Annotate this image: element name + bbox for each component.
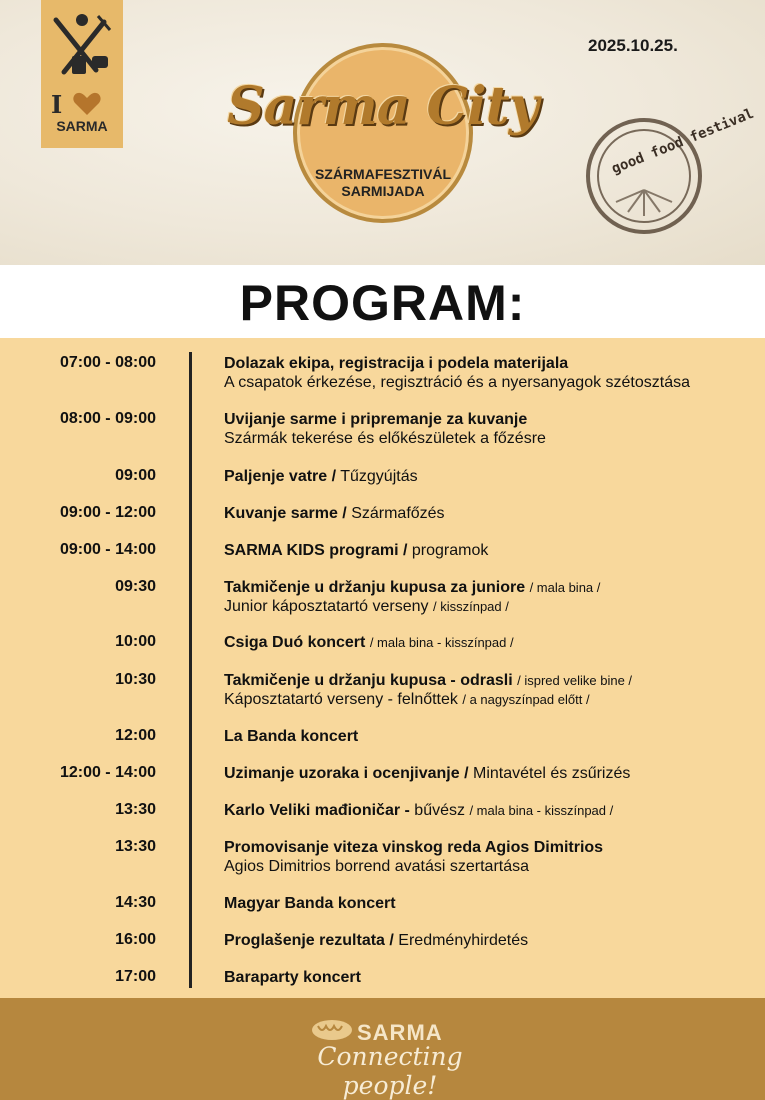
row-inline: Mintavétel és zsűrizés	[472, 765, 631, 782]
row-time: 09:00	[115, 467, 156, 484]
row-main: Proglašenje rezultata /	[224, 932, 394, 949]
row-description	[224, 467, 744, 486]
cutlery-icon	[50, 12, 114, 82]
svg-text:good food festival	[609, 106, 756, 178]
row-time: 09:30	[115, 578, 156, 595]
row-main: Uzimanje uzoraka i ocenjivanje /	[224, 765, 469, 782]
row-main: Takmičenje u držanju kupusa - odrasli	[224, 672, 513, 689]
row-main: Paljenje vatre /	[224, 468, 337, 485]
row-small: / mala bina - kisszínpad /	[369, 635, 514, 650]
row-main: SARMA KIDS programi /	[224, 542, 408, 559]
logo-title: Sarma City	[227, 76, 538, 137]
row-time: 13:30	[115, 838, 156, 855]
row-description	[224, 504, 744, 523]
row-time: 10:00	[115, 633, 156, 650]
row-time: 17:00	[115, 968, 156, 985]
row-sub: Agios Dimitrios borrend avatási szertartása	[224, 858, 530, 875]
sarma-roll-icon	[310, 1016, 354, 1042]
row-main: Baraparty koncert	[224, 969, 361, 986]
row-sub-small: / kisszínpad /	[433, 599, 509, 614]
row-time: 10:30	[115, 671, 156, 688]
row-sub: Szármák tekerése és előkészületek a főzésre	[224, 430, 546, 447]
schedule	[0, 338, 765, 998]
heart-icon	[73, 92, 101, 116]
row-time: 08:00 - 09:00	[59, 410, 156, 427]
program-title-band	[0, 265, 765, 338]
badge-sarma: SARMA	[56, 118, 108, 134]
row-sub: Káposztatartó verseny - felnőttek	[224, 691, 458, 708]
row-main: Promovisanje viteza vinskog reda Agios Dimitrios	[224, 839, 604, 856]
row-small: / mala bina /	[529, 580, 601, 595]
row-time: 12:00	[115, 727, 156, 744]
row-main: Magyar Banda koncert	[224, 895, 396, 912]
row-main: Csiga Duó koncert	[224, 634, 366, 651]
row-time: 13:30	[115, 801, 156, 818]
logo-subtitle-2: SARMIJADA	[341, 183, 425, 199]
row-description	[224, 727, 744, 746]
row-sub-small: / a nagyszínpad előtt /	[462, 692, 590, 707]
event-date: 2025.10.25.	[588, 36, 678, 55]
good-food-festival-stamp	[584, 105, 757, 236]
row-inline: Szármafőzés	[351, 505, 445, 522]
logo-subtitle-1: SZÁRMAFESZTIVÁL	[314, 166, 452, 182]
row-description	[224, 931, 744, 950]
row-sub: Junior káposztatartó verseny	[224, 598, 429, 615]
row-time: 09:00 - 12:00	[59, 504, 156, 521]
row-description	[224, 578, 744, 616]
row-description	[224, 894, 744, 913]
row-main: Karlo Veliki mađioničar -	[224, 802, 410, 819]
row-sub: A csapatok érkezése, regisztráció és a nyersanyagok szétosztása	[224, 374, 691, 391]
row-time: 09:00 - 14:00	[59, 541, 156, 558]
row-description	[224, 633, 744, 652]
row-inline: bűvész	[414, 802, 465, 819]
footer	[0, 998, 765, 1100]
row-main: Uvijanje sarme i pripremanje za kuvanje	[224, 411, 528, 428]
row-description	[224, 764, 744, 783]
row-main: La Banda koncert	[224, 728, 359, 745]
stamp-text: good food festival	[609, 105, 757, 178]
row-time: 14:30	[115, 894, 156, 911]
schedule-divider	[189, 352, 192, 988]
row-small: / ispred velike bine /	[517, 673, 633, 688]
i-love-sarma-badge	[41, 0, 123, 148]
row-description	[224, 410, 744, 448]
row-inline: Eredményhirdetés	[398, 932, 529, 949]
row-description	[224, 354, 744, 392]
row-main: Kuvanje sarme /	[224, 505, 347, 522]
badge-i: I	[51, 90, 63, 119]
program-title: PROGRAM:	[239, 275, 526, 331]
row-small: / mala bina - kisszínpad /	[469, 803, 614, 818]
row-main: Takmičenje u držanju kupusa za juniore	[224, 579, 526, 596]
row-inline: programok	[411, 542, 489, 559]
row-description	[224, 801, 744, 820]
row-description	[224, 541, 744, 560]
row-time: 16:00	[115, 931, 156, 948]
row-main: Dolazak ekipa, registracija i podela materijala	[224, 355, 569, 372]
row-description	[224, 671, 744, 709]
row-inline: Tűzgyújtás	[340, 468, 418, 485]
footer-brand: SARMA	[357, 1020, 443, 1045]
row-description	[224, 968, 744, 987]
footer-slogan: Connecting people!	[317, 1042, 463, 1100]
row-time: 12:00 - 14:00	[59, 764, 156, 781]
header	[0, 0, 765, 265]
row-description	[224, 838, 744, 876]
row-time: 07:00 - 08:00	[59, 354, 156, 371]
